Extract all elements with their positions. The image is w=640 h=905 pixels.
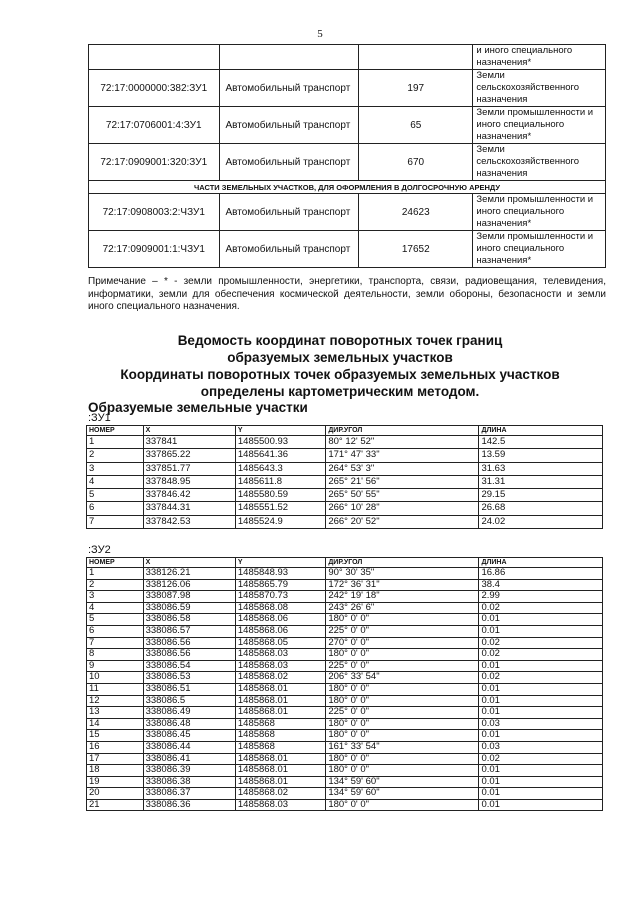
table-row xyxy=(89,107,606,144)
length-cell: 0.03 xyxy=(479,718,603,730)
x-cell: 337844.31 xyxy=(143,502,235,515)
angle-cell: 180° 0' 0" xyxy=(326,695,479,707)
footnote: Примечание – * - земли промышленности, энергетики, транспорта, связи, радиовещания, телевидения, информатики, земли для обеспечения космической деятельности, земли обороны, безопасности и земли иного специального назначения. xyxy=(88,276,606,312)
y-cell: 1485868.03 xyxy=(235,799,325,811)
length-cell: 2.99 xyxy=(479,591,603,603)
col-x: X xyxy=(143,558,235,568)
permitted-use-cell: Автомобильный транспорт xyxy=(219,231,359,268)
parcels-table xyxy=(88,44,606,268)
point-number-cell: 1 xyxy=(87,568,144,580)
point-number-cell: 20 xyxy=(87,788,144,800)
angle-cell: 180° 0' 0" xyxy=(326,730,479,742)
point-number-cell: 9 xyxy=(87,660,144,672)
table-row xyxy=(87,753,603,765)
x-cell: 338086.59 xyxy=(143,602,235,614)
x-cell: 338086.58 xyxy=(143,614,235,626)
table-row xyxy=(87,637,603,649)
angle-cell: 80° 12' 52" xyxy=(326,436,479,449)
table-row xyxy=(87,449,603,462)
col-length: ДЛИНА xyxy=(479,558,603,568)
cadastral-number-cell: 72:17:0908003:2:ЧЗУ1 xyxy=(89,194,220,231)
category-cell: Земли сельскохозяйственного назначения xyxy=(473,70,606,107)
angle-cell: 180° 0' 0" xyxy=(326,799,479,811)
cadastral-number-cell: 72:17:0909001:1:ЧЗУ1 xyxy=(89,231,220,268)
y-cell: 1485500.93 xyxy=(235,436,325,449)
point-number-cell: 13 xyxy=(87,707,144,719)
x-cell: 338086.56 xyxy=(143,637,235,649)
length-cell: 38.4 xyxy=(479,579,603,591)
x-cell: 338086.38 xyxy=(143,776,235,788)
y-cell: 1485868.01 xyxy=(235,707,325,719)
length-cell: 0.02 xyxy=(479,753,603,765)
x-cell: 337848.95 xyxy=(143,475,235,488)
length-cell: 26.68 xyxy=(479,502,603,515)
col-angle: ДИР.УГОЛ xyxy=(326,558,479,568)
angle-cell: 265° 50' 55" xyxy=(326,489,479,502)
y-cell: 1485868.02 xyxy=(235,672,325,684)
cadastral-number-cell: 72:17:0706001:4:ЗУ1 xyxy=(89,107,220,144)
table-row xyxy=(87,515,603,528)
angle-cell: 180° 0' 0" xyxy=(326,614,479,626)
point-number-cell: 18 xyxy=(87,765,144,777)
length-cell: 31.31 xyxy=(479,475,603,488)
y-cell: 1485868.03 xyxy=(235,649,325,661)
zu2-label: :ЗУ2 xyxy=(88,544,111,556)
table-row xyxy=(87,568,603,580)
y-cell: 1485551.52 xyxy=(235,502,325,515)
permitted-use-cell: Автомобильный транспорт xyxy=(219,107,359,144)
length-cell: 0.01 xyxy=(479,707,603,719)
x-cell: 338086.36 xyxy=(143,799,235,811)
angle-cell: 134° 59' 60" xyxy=(326,776,479,788)
x-cell: 337851.77 xyxy=(143,462,235,475)
y-cell: 1485870.73 xyxy=(235,591,325,603)
table-row xyxy=(87,683,603,695)
point-number-cell: 2 xyxy=(87,579,144,591)
angle-cell: 180° 0' 0" xyxy=(326,765,479,777)
point-number-cell: 17 xyxy=(87,753,144,765)
length-cell: 0.02 xyxy=(479,602,603,614)
length-cell: 0.02 xyxy=(479,637,603,649)
table-row xyxy=(87,660,603,672)
length-cell: 0.01 xyxy=(479,683,603,695)
length-cell: 0.02 xyxy=(479,672,603,684)
area-cell: 65 xyxy=(359,107,473,144)
y-cell: 1485643.3 xyxy=(235,462,325,475)
x-cell: 338086.5 xyxy=(143,695,235,707)
angle-cell: 180° 0' 0" xyxy=(326,683,479,695)
length-cell: 0.01 xyxy=(479,788,603,800)
table-row xyxy=(87,475,603,488)
point-number-cell: 6 xyxy=(87,625,144,637)
table-row xyxy=(87,436,603,449)
section-row xyxy=(89,181,606,194)
angle-cell: 180° 0' 0" xyxy=(326,718,479,730)
point-number-cell: 4 xyxy=(87,475,144,488)
y-cell: 1485868.02 xyxy=(235,788,325,800)
header-row xyxy=(87,426,603,436)
y-cell: 1485865.79 xyxy=(235,579,325,591)
y-cell: 1485868.03 xyxy=(235,660,325,672)
length-cell: 24.02 xyxy=(479,515,603,528)
length-cell: 0.01 xyxy=(479,776,603,788)
table-row xyxy=(87,462,603,475)
length-cell: 0.01 xyxy=(479,730,603,742)
area-cell: 24623 xyxy=(359,194,473,231)
x-cell: 338086.57 xyxy=(143,625,235,637)
table-row xyxy=(89,194,606,231)
permitted-use-cell: Автомобильный транспорт xyxy=(219,194,359,231)
col-y: Y xyxy=(235,558,325,568)
page-number: 5 xyxy=(317,28,323,40)
heading-line-4: определены картометрическим методом. xyxy=(200,384,480,399)
point-number-cell: 14 xyxy=(87,718,144,730)
heading-line-3: Координаты поворотных точек образуемых земельных участков xyxy=(120,367,560,382)
subheading: Образуемые земельные участки xyxy=(88,400,308,415)
length-cell: 0.01 xyxy=(479,660,603,672)
angle-cell: 225° 0' 0" xyxy=(326,625,479,637)
point-number-cell: 3 xyxy=(87,462,144,475)
zu1-coords-table xyxy=(86,425,603,529)
x-cell: 338086.54 xyxy=(143,660,235,672)
header-row xyxy=(87,558,603,568)
point-number-cell: 21 xyxy=(87,799,144,811)
length-cell: 31.63 xyxy=(479,462,603,475)
x-cell: 338086.45 xyxy=(143,730,235,742)
y-cell: 1485868.01 xyxy=(235,695,325,707)
point-number-cell: 4 xyxy=(87,602,144,614)
y-cell: 1485868.01 xyxy=(235,765,325,777)
y-cell: 1485868.01 xyxy=(235,776,325,788)
length-cell: 0.01 xyxy=(479,799,603,811)
table-row xyxy=(87,730,603,742)
angle-cell: 243° 26' 6" xyxy=(326,602,479,614)
x-cell: 338126.06 xyxy=(143,579,235,591)
table-row xyxy=(87,672,603,684)
x-cell: 338086.37 xyxy=(143,788,235,800)
cadastral-number-cell: 72:17:0909001:320:ЗУ1 xyxy=(89,144,220,181)
point-number-cell: 8 xyxy=(87,649,144,661)
table-row xyxy=(87,776,603,788)
table-row xyxy=(87,788,603,800)
point-number-cell: 19 xyxy=(87,776,144,788)
table-row xyxy=(87,695,603,707)
x-cell: 337841 xyxy=(143,436,235,449)
x-cell: 338086.41 xyxy=(143,753,235,765)
point-number-cell: 5 xyxy=(87,489,144,502)
col-number: НОМЕР xyxy=(87,558,144,568)
angle-cell: 264° 53' 3" xyxy=(326,462,479,475)
table-row xyxy=(87,614,603,626)
angle-cell: 265° 21' 56" xyxy=(326,475,479,488)
table-row xyxy=(87,489,603,502)
angle-cell: 90° 30' 35" xyxy=(326,568,479,580)
x-cell: 337846.42 xyxy=(143,489,235,502)
area-cell: 670 xyxy=(359,144,473,181)
angle-cell: 270° 0' 0" xyxy=(326,637,479,649)
permitted-use-cell: Автомобильный транспорт xyxy=(219,144,359,181)
length-cell: 0.01 xyxy=(479,695,603,707)
x-cell: 338086.44 xyxy=(143,741,235,753)
point-number-cell: 3 xyxy=(87,591,144,603)
heading-line-2: образуемых земельных участков xyxy=(227,350,453,365)
x-cell: 338086.49 xyxy=(143,707,235,719)
angle-cell: 161° 33' 54" xyxy=(326,741,479,753)
heading-line-1: Ведомость координат поворотных точек границ xyxy=(177,333,503,348)
point-number-cell: 2 xyxy=(87,449,144,462)
angle-cell: 180° 0' 0" xyxy=(326,753,479,765)
y-cell: 1485868.01 xyxy=(235,753,325,765)
angle-cell: 266° 10' 28" xyxy=(326,502,479,515)
point-number-cell: 15 xyxy=(87,730,144,742)
angle-cell: 225° 0' 0" xyxy=(326,707,479,719)
y-cell: 1485868.08 xyxy=(235,602,325,614)
table-row xyxy=(87,502,603,515)
y-cell: 1485868 xyxy=(235,730,325,742)
point-number-cell: 12 xyxy=(87,695,144,707)
permitted-use-cell: Автомобильный транспорт xyxy=(219,70,359,107)
angle-cell: 242° 19' 18" xyxy=(326,591,479,603)
table-row xyxy=(87,799,603,811)
col-y: Y xyxy=(235,426,325,436)
table-row xyxy=(87,765,603,777)
angle-cell: 225° 0' 0" xyxy=(326,660,479,672)
category-cell: Земли промышленности и иного специального назначения* xyxy=(473,231,606,268)
y-cell: 1485868.06 xyxy=(235,614,325,626)
angle-cell: 180° 0' 0" xyxy=(326,649,479,661)
zu2-coords-table xyxy=(86,557,603,811)
y-cell: 1485641.36 xyxy=(235,449,325,462)
y-cell: 1485868.05 xyxy=(235,637,325,649)
category-cell: Земли сельскохозяйственного назначения xyxy=(473,144,606,181)
table-row xyxy=(89,231,606,268)
point-number-cell: 16 xyxy=(87,741,144,753)
angle-cell: 266° 20' 52" xyxy=(326,515,479,528)
zu1-label: :ЗУ1 xyxy=(88,412,111,424)
angle-cell: 206° 33' 54" xyxy=(326,672,479,684)
angle-cell: 172° 36' 31" xyxy=(326,579,479,591)
y-cell: 1485580.59 xyxy=(235,489,325,502)
point-number-cell: 5 xyxy=(87,614,144,626)
point-number-cell: 10 xyxy=(87,672,144,684)
y-cell: 1485611.8 xyxy=(235,475,325,488)
area-cell: 197 xyxy=(359,70,473,107)
point-number-cell: 1 xyxy=(87,436,144,449)
length-cell: 0.01 xyxy=(479,625,603,637)
length-cell: 0.02 xyxy=(479,649,603,661)
point-number-cell: 11 xyxy=(87,683,144,695)
x-cell: 338086.56 xyxy=(143,649,235,661)
table-row xyxy=(87,741,603,753)
table-row xyxy=(87,591,603,603)
table-row xyxy=(89,144,606,181)
y-cell: 1485868 xyxy=(235,718,325,730)
length-cell: 0.01 xyxy=(479,614,603,626)
length-cell: 29.15 xyxy=(479,489,603,502)
table-row xyxy=(87,579,603,591)
length-cell: 0.03 xyxy=(479,741,603,753)
y-cell: 1485868 xyxy=(235,741,325,753)
category-cell: и иного специального назначения* xyxy=(473,45,606,70)
area-cell: 17652 xyxy=(359,231,473,268)
table-row xyxy=(87,602,603,614)
table-row xyxy=(89,70,606,107)
table-row xyxy=(87,625,603,637)
section-title: ЧАСТИ ЗЕМЕЛЬНЫХ УЧАСТКОВ, ДЛЯ ОФОРМЛЕНИЯ В ДОЛГОСРОЧНУЮ АРЕНДУ xyxy=(89,181,606,194)
x-cell: 338087.98 xyxy=(143,591,235,603)
col-angle: ДИР.УГОЛ xyxy=(326,426,479,436)
table-row xyxy=(87,707,603,719)
x-cell: 338086.53 xyxy=(143,672,235,684)
y-cell: 1485868.01 xyxy=(235,683,325,695)
y-cell: 1485848.93 xyxy=(235,568,325,580)
col-length: ДЛИНА xyxy=(479,426,603,436)
point-number-cell: 7 xyxy=(87,515,144,528)
x-cell: 338086.48 xyxy=(143,718,235,730)
cadastral-number-cell: 72:17:0000000:382:ЗУ1 xyxy=(89,70,220,107)
table-row xyxy=(87,649,603,661)
y-cell: 1485524.9 xyxy=(235,515,325,528)
angle-cell: 134° 59' 60" xyxy=(326,788,479,800)
length-cell: 16.86 xyxy=(479,568,603,580)
x-cell: 338126.21 xyxy=(143,568,235,580)
point-number-cell: 6 xyxy=(87,502,144,515)
x-cell: 338086.39 xyxy=(143,765,235,777)
x-cell: 338086.51 xyxy=(143,683,235,695)
table-row xyxy=(87,718,603,730)
y-cell: 1485868.06 xyxy=(235,625,325,637)
x-cell: 337865.22 xyxy=(143,449,235,462)
angle-cell: 171° 47' 33" xyxy=(326,449,479,462)
col-x: X xyxy=(143,426,235,436)
category-cell: Земли промышленности и иного специального назначения* xyxy=(473,107,606,144)
point-number-cell: 7 xyxy=(87,637,144,649)
category-cell: Земли промышленности и иного специального назначения* xyxy=(473,194,606,231)
length-cell: 0.01 xyxy=(479,765,603,777)
table-row xyxy=(89,45,606,70)
x-cell: 337842.53 xyxy=(143,515,235,528)
length-cell: 142.5 xyxy=(479,436,603,449)
col-number: НОМЕР xyxy=(87,426,144,436)
length-cell: 13.59 xyxy=(479,449,603,462)
